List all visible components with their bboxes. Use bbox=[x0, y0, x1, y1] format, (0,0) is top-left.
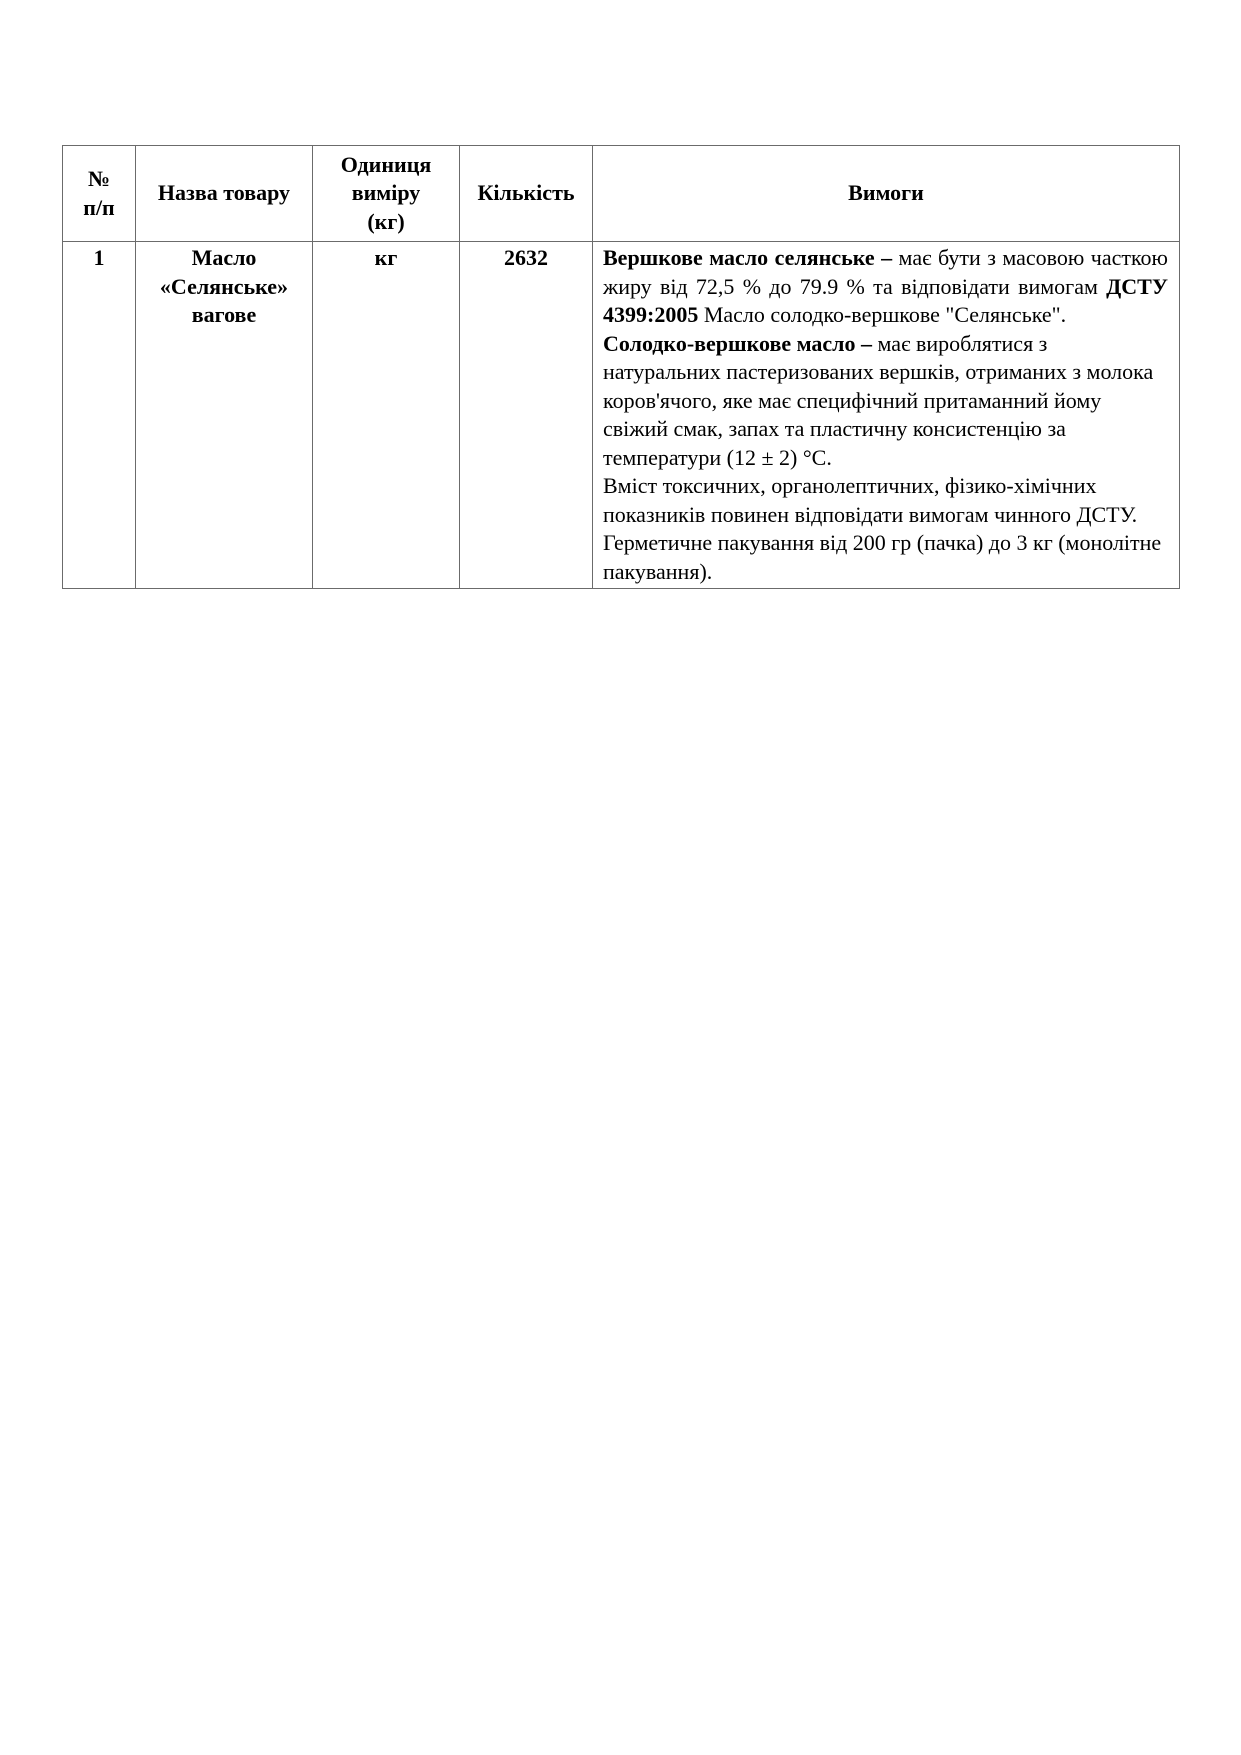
header-quantity: Кількість bbox=[460, 146, 593, 242]
cell-number: 1 bbox=[63, 242, 136, 589]
cell-unit: кг bbox=[313, 242, 460, 589]
requirements-paragraph-4: Герметичне пакування від 200 гр (пачка) до 3 кг (монолітне пакування). bbox=[603, 530, 1162, 584]
header-number: № п/п bbox=[63, 146, 136, 242]
table-header-row bbox=[63, 146, 1180, 242]
header-name: Назва товару bbox=[136, 146, 313, 242]
product-spec-table bbox=[62, 145, 1180, 589]
table-row bbox=[63, 242, 1180, 589]
cell-quantity: 2632 bbox=[460, 242, 593, 589]
requirements-paragraph-1: Вершкове масло селянське – має бути з масовою часткою жиру від 72,5 % до 79.9 % та відповідати вимогам ДСТУ 4399:2005 Масло солодко-вершкове "Селянське". bbox=[603, 245, 1168, 327]
header-unit: Одиниця виміру (кг) bbox=[313, 146, 460, 242]
cell-product-name: Масло «Селянське» вагове bbox=[136, 242, 313, 589]
header-requirements: Вимоги bbox=[593, 146, 1180, 242]
requirements-paragraph-2: Солодко-вершкове масло – має вироблятися з натуральних пастеризованих вершків, отриманих з молока коров'ячого, яке має специфічний притаманний йому свіжий смак, запах та пластичну консистенцію за температури (12 ± 2) °С. bbox=[603, 330, 1154, 470]
cell-requirements bbox=[593, 242, 1180, 589]
requirements-paragraph-3: Вміст токсичних, органолептичних, фізико-хімічних показників повинен відповідати вимогам чинного ДСТУ. bbox=[603, 473, 1138, 527]
